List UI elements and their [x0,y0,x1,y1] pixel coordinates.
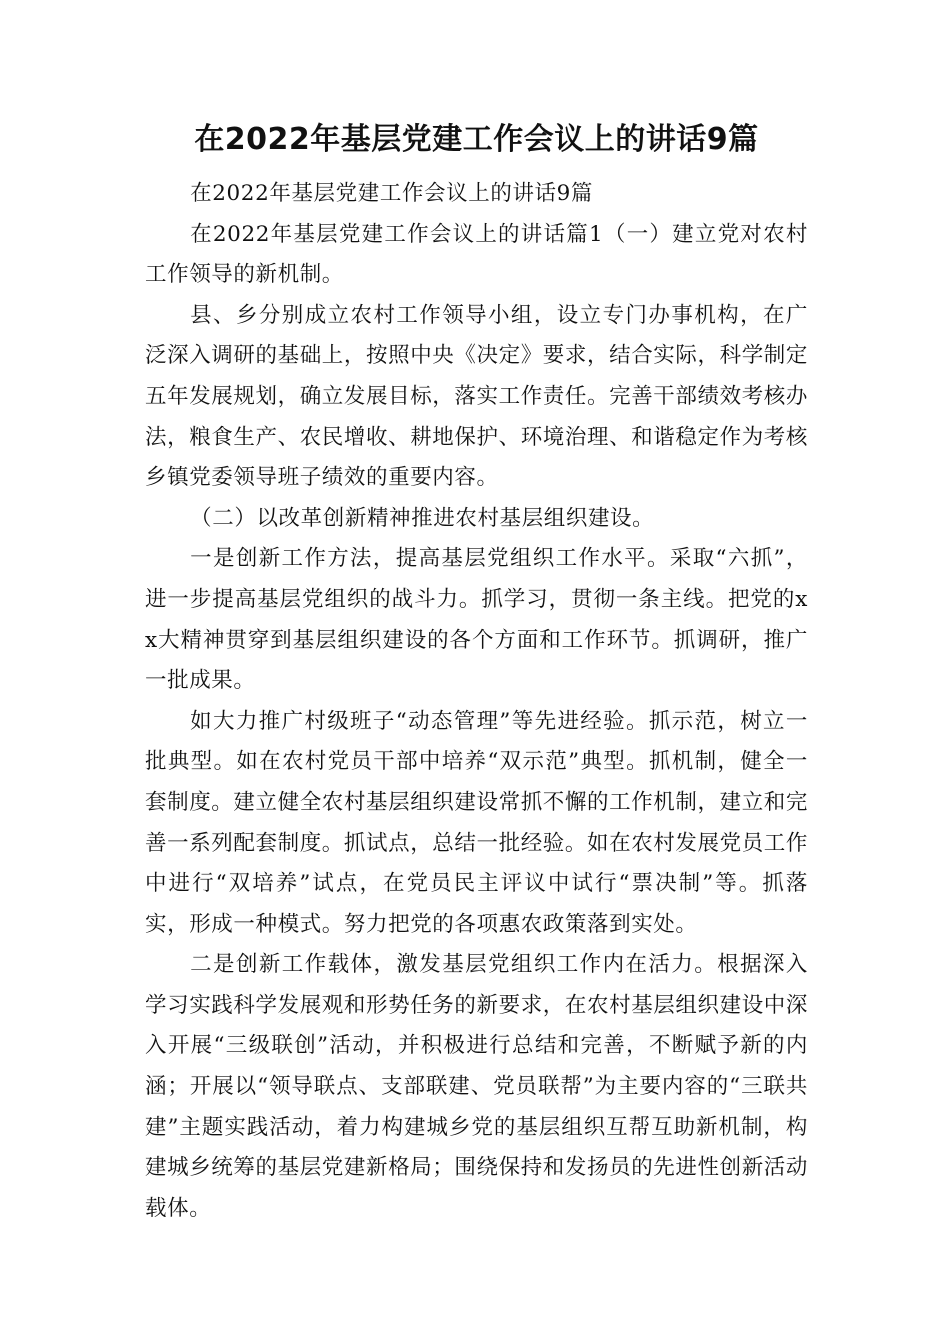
paragraph: 一是创新工作方法，提高基层党组织工作水平。采取“六抓”，进一步提高基层党组织的战斗力。抓学习，贯彻一条主线。把党的xx大精神贯穿到基层组织建设的各个方面和工作环节。抓调研，推广一批成果。 [145,546,808,694]
paragraph: 如大力推广村级班子“动态管理”等先进经验。抓示范，树立一批典型。如在农村党员干部中培养“双示范”典型。抓机制，健全一套制度。建立健全农村基层组织建设常抓不懈的工作机制，建立和完善一系列配套制度。抓试点，总结一批经验。如在农村发展党员工作中进行“双培养”试点，在党员民主评议中试行“票决制”等。抓落实，形成一种模式。努力把党的各项惠农政策落到实处。 [145,708,809,937]
document-title: 在2022年基层党建工作会议上的讲话9篇 [194,122,759,157]
paragraph: 县、乡分别成立农村工作领导小组，设立专门办事机构，在广泛深入调研的基础上，按照中央《决定》要求，结合实际，科学制定五年发展规划，确立发展目标，落实工作责任。完善干部绩效考核办法，粮食生产、农民增收、耕地保护、环境治理、和谐稳定作为考核乡镇党委领导班子绩效的重要内容。 [145,302,809,491]
paragraph: （二）以改革创新精神推进农村基层组织建设。 [190,505,655,531]
paragraph: 在2022年基层党建工作会议上的讲话篇1（一）建立党对农村工作领导的新机制。 [145,221,808,288]
paragraph: 在2022年基层党建工作会议上的讲话9篇 [190,181,594,206]
paragraph: 二是创新工作载体，激发基层党组织工作内在活力。根据深入学习实践科学发展观和形势任务的新要求，在农村基层组织建设中深入开展“三级联创”活动，并积极进行总结和完善，不断赋予新的内涵；开展以“领导联点、支部联建、党员联帮”为主要内容的“三联共建”主题实践活动，着力构建城乡党的基层组织互帮互助新机制，构建城乡统筹的基层党建新格局；围绕保持和发扬员的先进性创新活动载体。 [145,952,809,1221]
document-body [145,174,808,1229]
